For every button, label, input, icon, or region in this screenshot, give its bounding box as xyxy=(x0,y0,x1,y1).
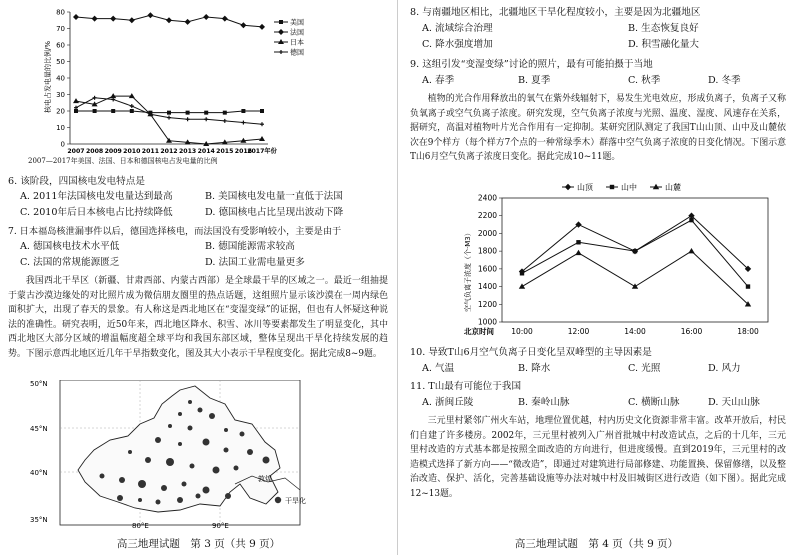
y-tick-label: 1600 xyxy=(477,264,497,274)
data-point xyxy=(688,248,694,253)
legend-label: 德国 xyxy=(290,48,304,57)
x-tick-label: 2017年份 xyxy=(247,148,277,154)
drought-dot xyxy=(263,457,270,464)
data-point xyxy=(223,111,227,115)
drought-dot xyxy=(156,500,161,505)
q10-option-c[interactable]: C. 光照 xyxy=(628,363,661,374)
x-tick-label: 2013 xyxy=(178,148,197,154)
series-line-3 xyxy=(522,251,748,304)
drought-dot xyxy=(213,467,220,474)
x-tick-label: 14:00 xyxy=(624,327,646,336)
q11-stem: 11. T山最有可能位于我国 xyxy=(410,381,522,392)
legend-label: 美国 xyxy=(290,18,304,27)
data-point xyxy=(689,218,693,222)
drought-dot xyxy=(100,474,105,479)
x-tick-label: 2008 xyxy=(85,148,104,154)
data-point xyxy=(576,240,580,244)
q11-option-a[interactable]: A. 浙闽丘陵 xyxy=(422,397,474,408)
data-point xyxy=(93,96,97,100)
q11-option-c[interactable]: C. 横断山脉 xyxy=(628,397,680,408)
lat-label-35: 35°N xyxy=(30,516,48,524)
q6-option-c[interactable]: C. 2010年后日本核电占比持续降低 xyxy=(20,207,173,218)
q6-option-a[interactable]: A. 2011年法国核电发电量达到最高 xyxy=(20,191,173,202)
y-tick-label: 80 xyxy=(56,8,65,17)
data-point xyxy=(260,122,264,126)
left-page-footer: 高三地理试题 第 3 页（共 9 页） xyxy=(116,538,281,550)
y-tick-label: 30 xyxy=(56,91,65,99)
drought-dot xyxy=(145,457,151,463)
drought-dot xyxy=(178,412,182,416)
legend-marker xyxy=(565,184,571,190)
q8-option-a[interactable]: A. 流域综合治理 xyxy=(422,23,493,34)
drought-dot xyxy=(128,450,132,454)
drought-dot xyxy=(247,449,253,455)
q7-option-a[interactable]: A. 德国核电技术水平低 xyxy=(20,241,120,252)
q8-option-d[interactable]: D. 积雪融化量大 xyxy=(628,39,700,50)
q8-stem: 8. 与南疆地区相比，北疆地区干旱化程度较小，主要是因为北疆地区 xyxy=(410,7,701,18)
data-point xyxy=(746,284,750,288)
drought-dot xyxy=(240,432,245,437)
x-tick-label: 18:00 xyxy=(737,327,759,336)
lon-label-90: 90°E xyxy=(212,522,229,530)
lat-label-45: 45°N xyxy=(30,425,48,433)
x-tick-label: 2010 xyxy=(123,148,141,154)
x-axis-label: 北京时间 xyxy=(464,327,494,336)
data-point xyxy=(203,14,209,20)
data-point xyxy=(110,16,116,22)
passage-sanyuanli: 三元里村紧邻广州火车站，地理位置优越，村内历史文化资源非常丰富。改革开放后，村民们自建了许多楼房。2002年，三元里村被列入广州首批城中村改造试点，之后的十几年，三元里村改造的方式基本都是按照全面改造的方向进行，但进度缓慢。直到2019年，三元里村的改造模式选择了新方向——“微改造”，即通过对建筑进行局部修建、功能置换、保留修缮，以及整治改造、保护、活化，完善基础设施等办法对城中村及旧城街区进行改造（如下图）。据此完成12~13题。 xyxy=(410,416,786,499)
q10-option-d[interactable]: D. 风力 xyxy=(708,363,741,374)
data-point xyxy=(167,111,171,115)
passage-negative-ions: 植物的光合作用释放出的氧气在紫外线辐射下，易发生光电效应，形成负离子，负离子又称负氧离子或空气负离子浓度。研究发现，空气负离子浓度与光照、温度、湿度、风速存在关系，据研究，高温对植物叶片光合作用有一定抑制。某研究团队测定了我国T山山顶、山中及山麓依次在9个样方（每个样方7个点的一种常绿季木）群落中空气负离子浓度的日变化情况。下图示意T山6月空气负离子浓度日变化。据此完成10~11题。 xyxy=(410,94,786,163)
y-tick-label: 2000 xyxy=(477,228,497,238)
q6-option-b[interactable]: B. 美国核电发电量一直低于法国 xyxy=(205,191,343,202)
data-point xyxy=(147,12,153,18)
y-tick-label: 60 xyxy=(56,41,65,50)
data-point xyxy=(185,19,191,25)
q8-option-b[interactable]: B. 生态恢复良好 xyxy=(628,23,699,34)
northwest-drought-map xyxy=(30,380,330,530)
drought-dot xyxy=(224,448,229,453)
drought-dot xyxy=(188,400,192,404)
data-point xyxy=(260,109,264,113)
x-tick-label: 2011 xyxy=(141,148,160,154)
nuclear-chart-caption: 2007—2017年美国、法国、日本和德国核电占发电量的比例 xyxy=(28,157,218,165)
drought-dot xyxy=(117,495,123,501)
plot-frame xyxy=(502,198,768,322)
drought-dot xyxy=(168,424,172,428)
legend-marker xyxy=(279,50,283,54)
place-label-dunhuang: 敦煌 xyxy=(258,475,272,483)
drought-dot xyxy=(224,428,228,432)
legend-label: 法国 xyxy=(290,28,304,37)
data-point xyxy=(167,116,171,120)
data-point xyxy=(93,109,97,113)
drought-dot xyxy=(182,482,187,487)
drought-dot xyxy=(161,485,167,491)
x-tick-label: 2014 xyxy=(197,148,215,154)
data-point xyxy=(519,283,525,288)
y-tick-label: 2200 xyxy=(477,211,497,221)
q10-option-b[interactable]: B. 降水 xyxy=(518,363,551,374)
drought-dot xyxy=(234,466,239,471)
legend-label: 山中 xyxy=(621,183,637,192)
data-point xyxy=(186,111,190,115)
y-tick-label: 10 xyxy=(56,124,65,132)
map-legend-drought: 干旱化 xyxy=(285,497,306,505)
data-point xyxy=(73,98,79,103)
lat-label-50: 50°N xyxy=(30,380,48,388)
series-line-3 xyxy=(76,96,262,144)
q6-stem: 6. 该阶段，四国核电发电特点是 xyxy=(8,176,145,187)
drought-dot xyxy=(188,426,193,431)
y-tick-label: 1000 xyxy=(477,317,497,327)
drought-dot xyxy=(203,487,210,494)
x-tick-label: 10:00 xyxy=(511,327,533,336)
y-tick-label: 70 xyxy=(56,25,65,33)
y-tick-label: 0 xyxy=(60,140,65,149)
q9-option-d[interactable]: D. 冬季 xyxy=(708,75,741,86)
data-point xyxy=(130,109,134,113)
y-tick-label: 20 xyxy=(56,107,65,116)
x-tick-label: 2009 xyxy=(104,148,122,154)
drought-dot xyxy=(177,497,183,503)
region-outline xyxy=(78,386,280,512)
series-line-1 xyxy=(522,216,748,272)
right-page xyxy=(397,0,794,555)
y-axis-label: 空气负离子浓度（个·M3） xyxy=(464,229,472,312)
q7-stem: 7. 日本福岛核泄漏事件以后，德国选择核电，而法国没有受影响较小，主要是由于 xyxy=(8,226,342,237)
lat-label-40: 40°N xyxy=(30,469,48,477)
q11-option-b[interactable]: B. 秦岭山脉 xyxy=(518,397,570,408)
data-point xyxy=(204,117,208,121)
x-tick-label: 2012 xyxy=(160,148,178,154)
lon-label-80: 80°E xyxy=(132,522,149,530)
q10-option-a[interactable]: A. 气温 xyxy=(422,363,455,374)
q7-option-d[interactable]: D. 法国工业需电量更多 xyxy=(205,257,305,268)
data-point xyxy=(240,22,246,28)
data-point xyxy=(73,14,79,20)
x-tick-label: 2015 xyxy=(216,148,234,154)
data-point xyxy=(632,283,638,288)
data-point xyxy=(241,121,245,125)
x-tick-label: 2007 xyxy=(67,148,85,154)
y-tick-label: 1800 xyxy=(477,246,497,256)
q11-option-d[interactable]: D. 天山山脉 xyxy=(708,397,760,408)
drought-dot xyxy=(198,408,203,413)
drought-dot xyxy=(178,442,182,446)
data-point xyxy=(575,250,581,255)
q6-option-d[interactable]: D. 德国核电占比呈现出波动下降 xyxy=(205,207,344,218)
q9-option-a[interactable]: A. 春季 xyxy=(422,75,455,86)
legend-marker xyxy=(610,185,614,189)
ion-concentration-chart xyxy=(458,180,778,340)
q7-option-c[interactable]: C. 法国的常规能源匮乏 xyxy=(20,257,120,268)
y-tick-label: 1200 xyxy=(477,299,497,309)
x-tick-label: 12:00 xyxy=(567,327,590,336)
data-point xyxy=(111,109,115,113)
legend-label: 山顶 xyxy=(577,183,593,192)
data-point xyxy=(186,117,190,121)
data-point xyxy=(204,111,208,115)
drought-dot xyxy=(225,493,231,499)
q10-stem: 10. 导致T山6月空气负离子日变化呈双峰型的主导因素是 xyxy=(410,347,652,358)
legend-marker xyxy=(278,29,284,35)
data-point xyxy=(166,17,172,23)
drought-dot xyxy=(190,464,195,469)
drought-dot xyxy=(119,477,125,483)
drought-dot xyxy=(203,439,210,446)
nuclear-power-chart xyxy=(36,4,306,154)
passage-northwest-drought: 我国西北干旱区（新疆、甘肃西部、内蒙古西部）是全球最干旱的区域之一。最近一组抽提于蒙古沙漠边缘处的对比照片成为微信朋友圈里的热点话题，这组照片显示该沙漠在一周内绿色面积扩大，出现了春天的景象。有人称这是西北地区在“变湿变绿”的证据，但也有人怀疑这种说法的准确性。研究表明，近50年来，西北地区降水、积雪、冰川等要素都发生了明显变化，其中西北地区大部分区域的增温幅度超全球平均和我国东部区域，整体呈现出干旱化持续发展的趋势。下图示意西北地区近几年干旱指数变化，图及其大小表示干旱程度变化。据此完成8~9题。 xyxy=(8,276,388,359)
drought-dot xyxy=(196,494,201,499)
x-tick-label: 2016 xyxy=(234,148,253,154)
data-point xyxy=(259,24,265,30)
drought-dot xyxy=(138,498,142,502)
legend-label: 日本 xyxy=(290,38,304,47)
data-point xyxy=(520,271,524,275)
q7-option-b[interactable]: B. 德国能源需求较高 xyxy=(205,241,295,252)
q9-option-c[interactable]: C. 秋季 xyxy=(628,75,661,86)
y-tick-label: 2400 xyxy=(477,193,497,203)
drought-dot xyxy=(138,480,146,488)
drought-dot xyxy=(155,437,161,443)
data-point xyxy=(129,17,135,23)
data-point xyxy=(633,249,637,253)
y-tick-label: 1400 xyxy=(477,282,497,292)
q8-option-c[interactable]: C. 降水强度增加 xyxy=(422,39,493,50)
q9-option-b[interactable]: B. 夏季 xyxy=(518,75,551,86)
drought-dot xyxy=(166,458,174,466)
drought-dot xyxy=(209,413,215,419)
data-point xyxy=(241,109,245,113)
data-point xyxy=(130,104,134,108)
y-tick-label: 40 xyxy=(56,74,65,83)
q9-stem: 9. 这组引发“变湿变绿”讨论的照片，最有可能拍摄于当地 xyxy=(410,59,653,70)
data-point xyxy=(222,16,228,22)
data-point xyxy=(259,136,265,141)
legend-label: 山麓 xyxy=(665,183,681,192)
y-tick-label: 50 xyxy=(56,58,65,66)
y-axis-label: 核电占发电量的比例/% xyxy=(44,40,52,113)
x-tick-label: 16:00 xyxy=(680,327,703,336)
data-point xyxy=(223,119,227,123)
legend-marker xyxy=(279,20,283,24)
data-point xyxy=(92,16,98,22)
right-page-footer: 高三地理试题 第 4 页（共 9 页） xyxy=(514,538,679,550)
